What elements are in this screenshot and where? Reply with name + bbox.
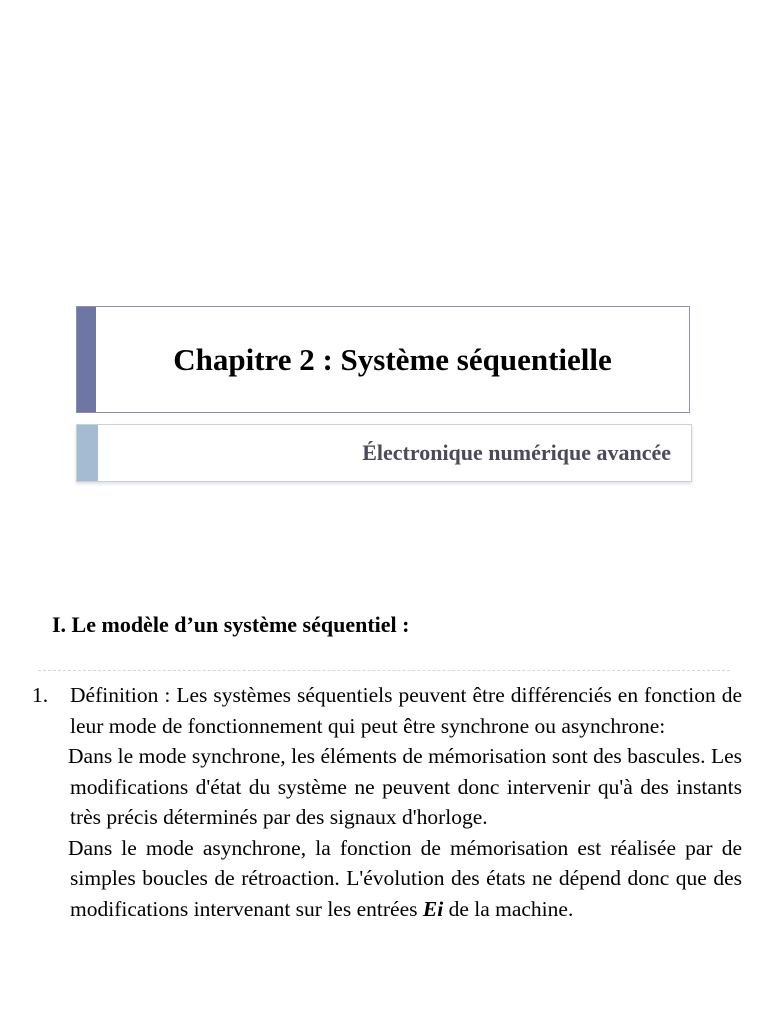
slide-subtitle: Électronique numérique avancée [362, 440, 671, 465]
subtitle-accent-bar [77, 425, 98, 481]
title-accent-bar [77, 307, 96, 412]
synchronous-paragraph: Dans le mode synchrone, les éléments de mémorisation sont des bascules. Les modifications d'état du système ne peuvent donc intervenir qu'à des instants très précis déterminés par des signaux d'horloge. [68, 744, 742, 829]
slide-title: Chapitre 2 : Système séquentielle [173, 341, 612, 377]
title-box [76, 306, 690, 413]
definition-paragraph: Définition : Les systèmes séquentiels peuvent être différenciés en fonction de leur mode de fonctionnement qui peut être synchrone ou asynchrone: [70, 683, 742, 738]
section-divider [38, 670, 730, 671]
asynchronous-paragraph [70, 833, 742, 925]
asynchronous-text: Dans le mode asynchrone, la fonction de mémorisation est réalisée par de simples boucles de rétroaction. L'évolution des états ne dépend donc que des modifications intervenant sur les entrées [68, 835, 742, 921]
asynchronous-text-end: de la machine. [443, 896, 574, 921]
list-item-number: 1. [32, 683, 49, 707]
subtitle-box [76, 424, 692, 482]
inputs-symbol: Ei [422, 896, 444, 921]
section-heading: I. Le modèle d’un système séquentiel : [52, 612, 410, 637]
list-item-content [70, 680, 742, 924]
